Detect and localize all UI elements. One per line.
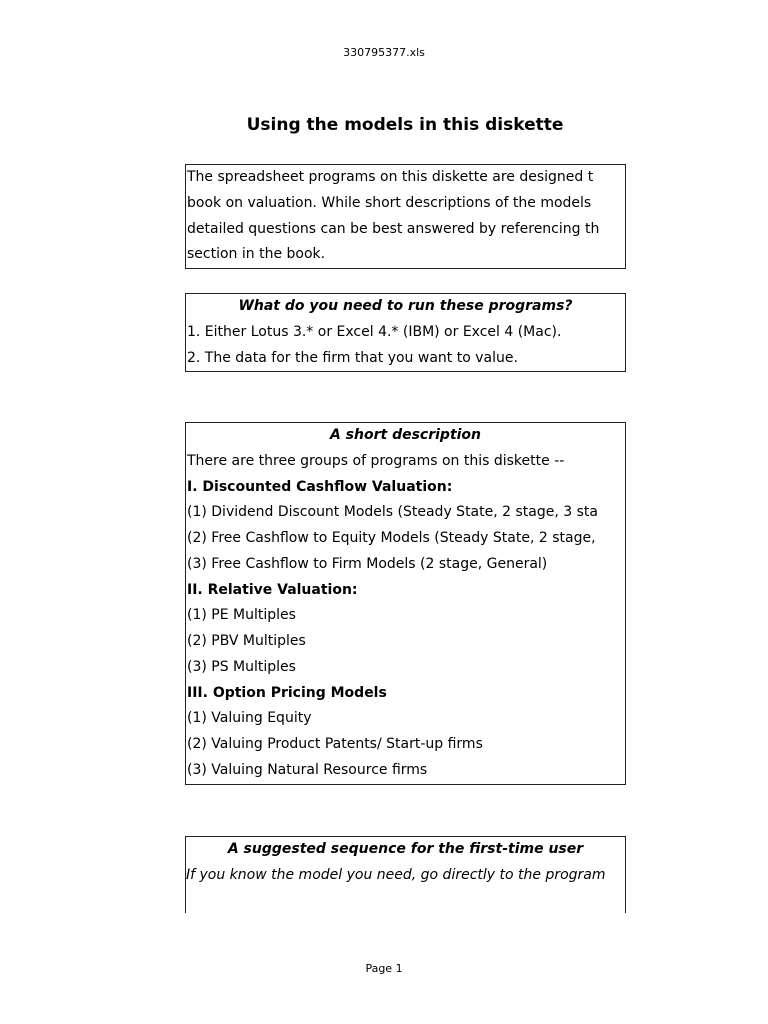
- intro-line: The spreadsheet programs on this diskette are designed t: [187, 169, 594, 185]
- list-item: (1) PE Multiples: [187, 607, 296, 624]
- description-box: [185, 422, 626, 785]
- list-item: (3) Valuing Natural Resource firms: [187, 761, 428, 778]
- list-item: (2) Valuing Product Patents/ Start-up firms: [187, 736, 483, 752]
- list-item: (3) Free Cashflow to Firm Models (2 stage, General): [187, 555, 548, 572]
- requirements-box: [185, 293, 626, 372]
- requirement-item: 1. Either Lotus 3.* or Excel 4.* (IBM) or Excel 4 (Mac).: [187, 323, 562, 340]
- intro-line: section in the book.: [187, 246, 326, 263]
- page-title: Using the models in this diskette: [246, 115, 564, 135]
- intro-box: [185, 164, 626, 269]
- description-intro: There are three groups of programs on this diskette --: [187, 452, 565, 469]
- group-title-option-pricing: III. Option Pricing Models: [187, 684, 387, 701]
- group-title-relative: II. Relative Valuation:: [187, 581, 358, 598]
- list-item: (1) Dividend Discount Models (Steady State, 2 stage, 3 sta: [187, 504, 598, 521]
- list-item: (1) Valuing Equity: [187, 710, 312, 727]
- sequence-heading: A suggested sequence for the first-time user: [227, 841, 584, 857]
- intro-line: detailed questions can be best answered by referencing th: [187, 220, 600, 237]
- page-number: Page 1: [365, 962, 403, 975]
- requirements-heading: What do you need to run these programs?: [238, 298, 573, 314]
- list-item: (2) PBV Multiples: [187, 633, 306, 649]
- list-item: (2) Free Cashflow to Equity Models (Steady State, 2 stage,: [187, 530, 596, 546]
- sequence-line: If you know the model you need, go directly to the program: [186, 866, 606, 883]
- sequence-box: [185, 836, 626, 913]
- intro-line: book on valuation. While short descriptions of the models: [187, 194, 592, 211]
- description-heading: A short description: [329, 427, 482, 443]
- requirement-item: 2. The data for the firm that you want to value.: [187, 349, 518, 366]
- list-item: (3) PS Multiples: [187, 658, 296, 675]
- group-title-dcf: I. Discounted Cashflow Valuation:: [187, 478, 453, 495]
- file-name-header: 330795377.xls: [343, 46, 425, 59]
